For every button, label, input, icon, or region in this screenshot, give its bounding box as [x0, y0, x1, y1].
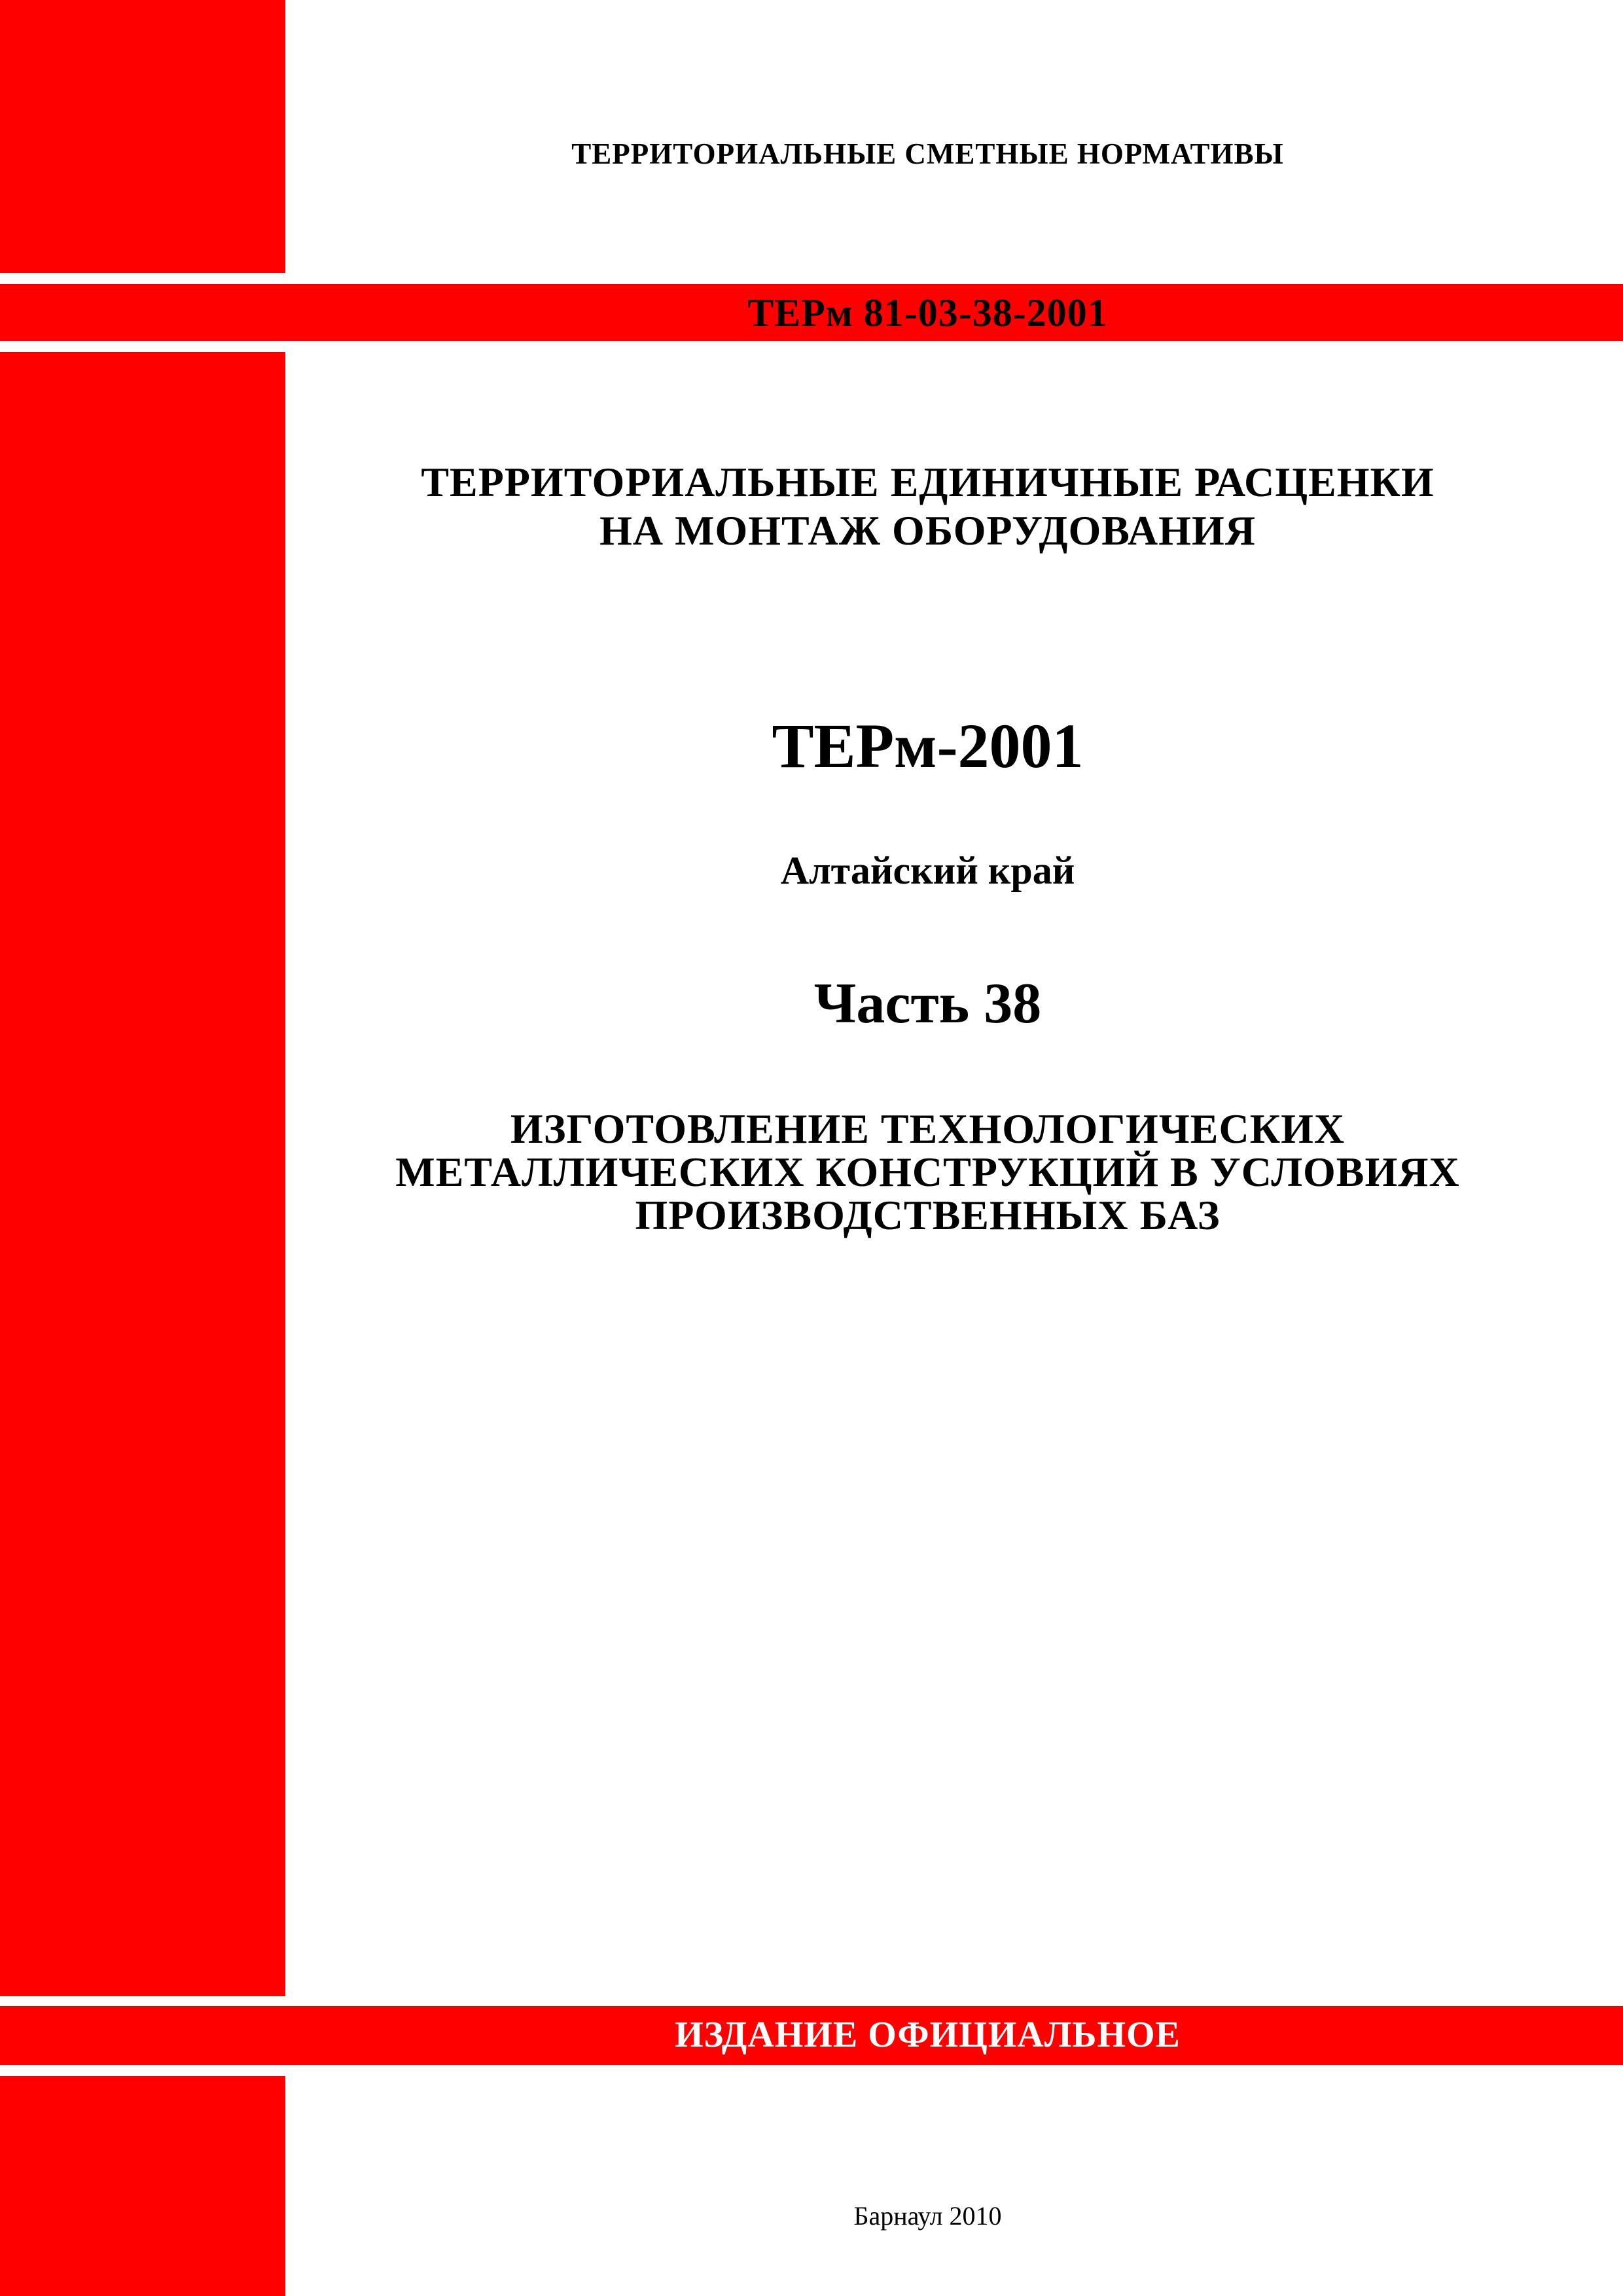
- series-header: ТЕРРИТОРИАЛЬНЫЕ СМЕТНЫЕ НОРМАТИВЫ: [571, 137, 1284, 170]
- main-title-line: НА МОНТАЖ ОБОРУДОВАНИЯ: [599, 507, 1256, 554]
- section-title-line: ПРОИЗВОДСТВЕННЫХ БАЗ: [635, 1192, 1221, 1238]
- footer-city-year: Барнаул 2010: [853, 2201, 1002, 2231]
- section-title-line: ИЗГОТОВЛЕНИЕ ТЕХНОЛОГИЧЕСКИХ: [510, 1105, 1346, 1152]
- section-title: [285, 1107, 1570, 1237]
- short-code-heading: ТЕРм-2001: [772, 711, 1084, 781]
- region-name: Алтайский край: [780, 849, 1075, 892]
- left-red-stripe-middle: [0, 352, 285, 1996]
- section-title-line: МЕТАЛЛИЧЕСКИХ КОНСТРУКЦИЙ В УСЛОВИЯХ: [395, 1149, 1460, 1195]
- part-number: Часть 38: [813, 972, 1042, 1035]
- left-red-stripe-bottom: [0, 2076, 285, 2296]
- left-red-stripe-top: [0, 0, 285, 273]
- main-title-line: ТЕРРИТОРИАЛЬНЫЕ ЕДИНИЧНЫЕ РАСЦЕНКИ: [421, 459, 1435, 505]
- official-edition-label: ИЗДАНИЕ ОФИЦИАЛЬНОЕ: [675, 2015, 1181, 2055]
- document-code: ТЕРм 81-03-38-2001: [747, 291, 1108, 334]
- main-title: [285, 458, 1570, 555]
